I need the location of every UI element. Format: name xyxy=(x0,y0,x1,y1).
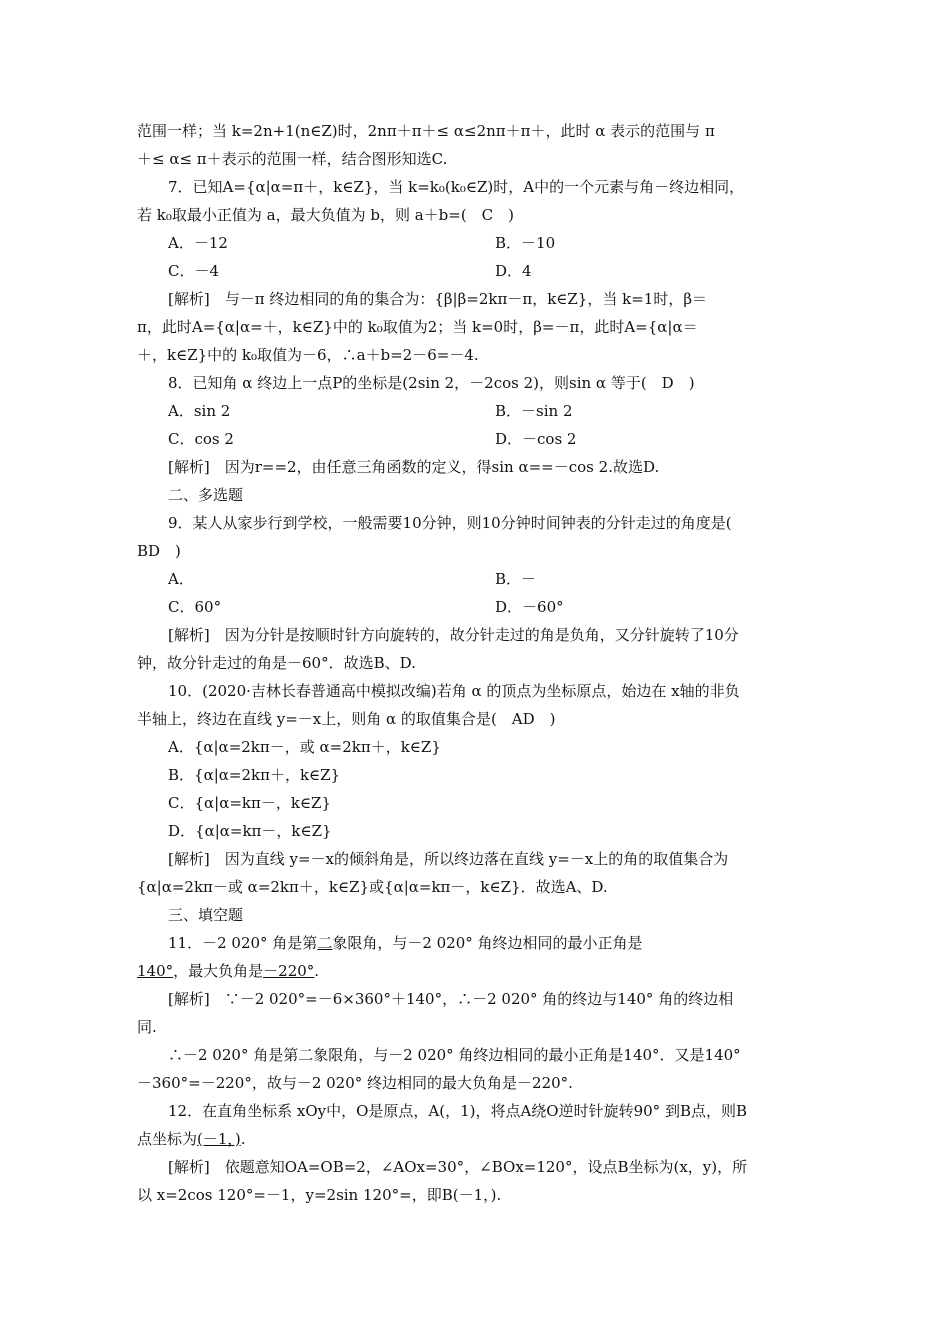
answer-blank: (－1，) xyxy=(197,1130,241,1148)
option-d: D．{α|α=kπ－，k∈Z} xyxy=(168,822,332,840)
option-c: C．60° xyxy=(168,598,222,616)
analysis-12: 以 x=2cos 120°=－1，y=2sin 120°=，即B(－1，). xyxy=(137,1186,502,1204)
analysis-12: [解析] 依题意知OA=OB=2，∠AOx=30°，∠BOx=120°，设点B坐标为(x，y)，所 xyxy=(168,1158,748,1176)
text-run: . xyxy=(314,962,320,980)
text-run: ，最大负角是 xyxy=(173,962,264,980)
question-12-stem: 12．在直角坐标系 xOy中，O是原点，A(，1)，将点A绕O逆时针旋转90° 到B点，则B xyxy=(168,1102,747,1120)
option-d: D．－cos 2 xyxy=(495,430,577,448)
analysis-11: 同. xyxy=(137,1018,157,1036)
option-b: B．－sin 2 xyxy=(495,402,573,420)
option-b: B．－10 xyxy=(495,234,556,252)
option-a: A．sin 2 xyxy=(168,402,231,420)
analysis-9: [解析] 因为分针是按顺时针方向旋转的，故分针走过的角是负角，又分针旋转了10分 xyxy=(168,626,739,644)
option-c: C．－4 xyxy=(168,262,220,280)
option-c: C．cos 2 xyxy=(168,430,234,448)
section-heading: 二、多选题 xyxy=(168,486,244,504)
analysis-10: [解析] 因为直线 y=－x的倾斜角是，所以终边落在直线 y=－x上的角的取值集合为 xyxy=(168,850,729,868)
text-run: 点坐标为 xyxy=(137,1130,198,1148)
answer-blank: －220° xyxy=(263,962,315,980)
option-d: D．4 xyxy=(495,262,532,280)
option-a: A． xyxy=(168,570,194,588)
text-line: 范围一样；当 k=2n+1(n∈Z)时，2nπ＋π＋≤ α≤2nπ＋π＋，此时 α 表示的范围与 π xyxy=(137,122,715,140)
analysis-9: 钟，故分针走过的角是－60°．故选B、D. xyxy=(137,654,416,672)
option-d: D．－60° xyxy=(495,598,564,616)
text-line: ＋≤ α≤ π＋表示的范围一样，结合图形知选C. xyxy=(137,150,448,168)
analysis-11: [解析] ∵－2 020°=－6×360°＋140°，∴－2 020° 角的终边与140° 角的终边相 xyxy=(168,990,734,1008)
analysis-7: π，此时A={α|α=＋，k∈Z}中的 k₀取值为2；当 k=0时，β=－π，此时A={α|α＝ xyxy=(137,318,698,336)
analysis-11: ∴－2 020° 角是第二象限角，与－2 020° 角终边相同的最小正角是140°．又是140° xyxy=(168,1046,741,1064)
analysis-8: [解析] 因为r==2，由任意三角函数的定义，得sin α==－cos 2.故选D. xyxy=(168,458,660,476)
question-9-stem: BD ) xyxy=(137,542,181,560)
text-run: 象限角，与－2 020° 角终边相同的最小正角是 xyxy=(332,934,643,952)
question-12-stem xyxy=(137,1128,817,1150)
question-8-stem: 8．已知角 α 终边上一点P的坐标是(2sin 2，－2cos 2)，则sin α 等于( D ) xyxy=(168,374,695,392)
question-11-stem xyxy=(137,960,817,982)
option-b: B．{α|α=2kπ＋，k∈Z} xyxy=(168,766,341,784)
question-10-stem: 10．(2020·吉林长春普通高中模拟改编)若角 α 的顶点为坐标原点，始边在 x轴的非负 xyxy=(168,682,740,700)
text-run: 11．－2 020° 角是第 xyxy=(168,934,318,952)
text-run: . xyxy=(240,1130,246,1148)
option-b: B．－ xyxy=(495,570,537,588)
section-heading: 三、填空题 xyxy=(168,906,244,924)
option-c: C．{α|α=kπ－，k∈Z} xyxy=(168,794,332,812)
answer-blank: 140° xyxy=(137,962,174,980)
option-a: A．－12 xyxy=(168,234,228,252)
question-10-stem: 半轴上，终边在直线 y=－x上，则角 α 的取值集合是( AD ) xyxy=(137,710,556,728)
analysis-11: －360°=－220°，故与－2 020° 终边相同的最大负角是－220°. xyxy=(137,1074,573,1092)
option-a: A．{α|α=2kπ－，或 α=2kπ＋，k∈Z} xyxy=(168,738,441,756)
analysis-7: [解析] 与－π 终边相同的角的集合为：{β|β=2kπ－π，k∈Z}，当 k=1时，β＝ xyxy=(168,290,707,308)
analysis-7: ＋，k∈Z}中的 k₀取值为－6，∴a＋b=2－6=－4. xyxy=(137,346,479,364)
question-9-stem: 9．某人从家步行到学校，一般需要10分钟，则10分钟时间钟表的分针走过的角度是( xyxy=(168,514,732,532)
question-7-stem: 若 k₀取最小正值为 a，最大负值为 b，则 a＋b=( C ) xyxy=(137,206,515,224)
analysis-10: {α|α=2kπ－或 α=2kπ＋，k∈Z}或{α|α=kπ－，k∈Z}．故选A、D. xyxy=(137,878,608,896)
question-11-stem xyxy=(168,932,818,954)
question-7-stem: 7．已知A={α|α=π＋，k∈Z}，当 k=k₀(k₀∈Z)时，A中的一个元素与角－终边相同， xyxy=(168,178,745,196)
answer-blank: 二 xyxy=(317,934,333,952)
